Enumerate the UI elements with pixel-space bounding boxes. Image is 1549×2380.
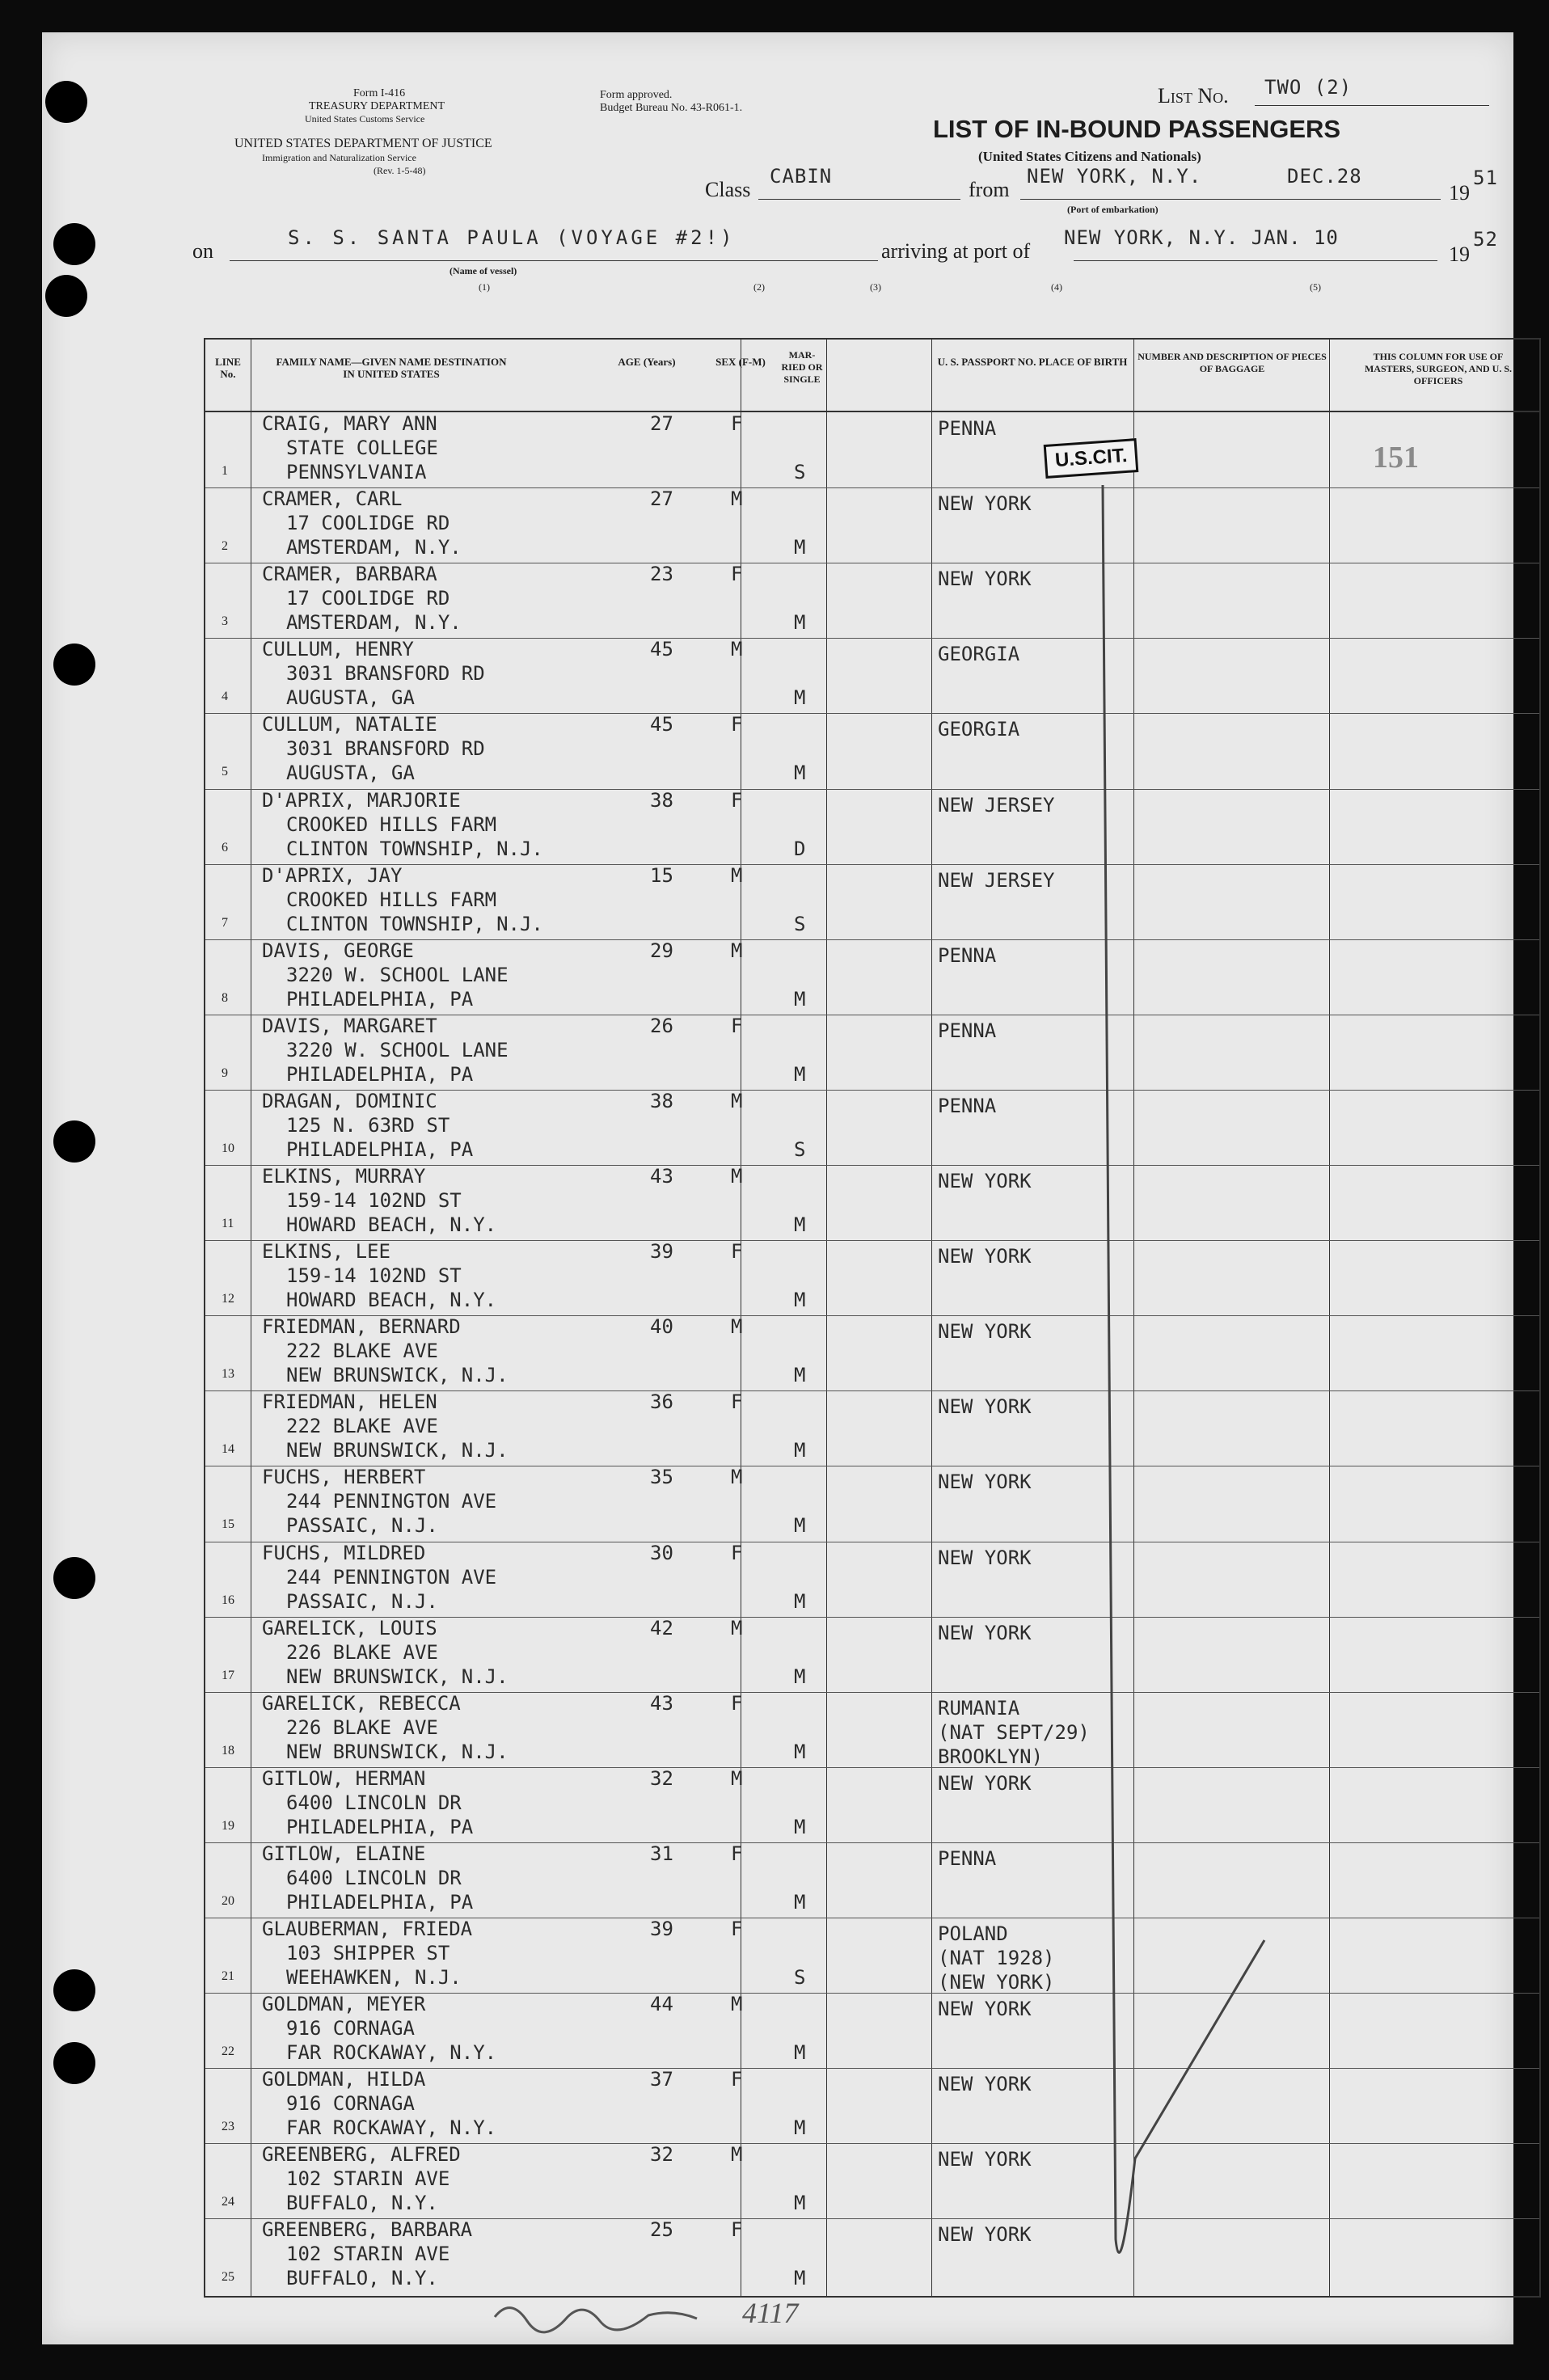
address-line-2: PASSAIC, N.J. <box>286 1589 438 1613</box>
sex: F <box>731 1691 743 1715</box>
marital-status: M <box>794 611 806 635</box>
address-line-1: CROOKED HILLS FARM <box>286 812 497 836</box>
age: 35 <box>650 1466 673 1489</box>
place-of-birth: NEW YORK <box>938 1998 1032 2021</box>
place-of-birth: NEW YORK <box>938 1170 1032 1192</box>
marital-status: M <box>794 1514 806 1538</box>
age: 45 <box>650 638 673 661</box>
place-of-birth: PENNA <box>938 1846 997 1870</box>
passenger-name: ELKINS, LEE <box>262 1240 390 1264</box>
address-line-1: 222 BLAKE AVE <box>286 1340 438 1363</box>
sex: F <box>731 2218 743 2242</box>
marital-status: S <box>794 1966 806 1989</box>
passenger-name: GREENBERG, ALFRED <box>262 2143 461 2167</box>
place-of-birth: PENNA <box>938 1019 997 1042</box>
line-number: 5 <box>222 765 228 779</box>
place-of-birth: BROOKLYN) <box>938 1745 1044 1768</box>
sex: F <box>731 1014 743 1037</box>
class-line <box>758 199 960 200</box>
line-number: 14 <box>222 1442 234 1457</box>
place-of-birth: PENNA <box>938 417 997 440</box>
from-line <box>1020 199 1441 200</box>
punch-hole <box>53 644 95 686</box>
address-line-2: AMSTERDAM, N.Y. <box>286 536 462 559</box>
sex: F <box>731 2068 743 2091</box>
place-of-birth: (NAT 1928) <box>938 1947 1055 1969</box>
class-value: CABIN <box>770 165 833 188</box>
address-line-2: AUGUSTA, GA <box>286 762 415 785</box>
address-line-2: NEW BRUNSWICK, N.J. <box>286 1439 509 1462</box>
justice-dept: UNITED STATES DEPARTMENT OF JUSTICE <box>234 137 492 150</box>
on-label: on <box>192 239 213 263</box>
place-of-birth: NEW YORK <box>938 1320 1032 1344</box>
from-date: DEC.28 <box>1287 165 1362 188</box>
age: 15 <box>650 863 673 887</box>
passenger-name: ELKINS, MURRAY <box>262 1165 426 1188</box>
address-line-1: 17 COOLIDGE RD <box>286 512 450 535</box>
year-from-value: 51 <box>1473 167 1498 189</box>
passenger-name: DAVIS, GEORGE <box>262 939 414 962</box>
list-no-label: List No. <box>1158 84 1229 108</box>
signature <box>479 2293 737 2341</box>
line-number: 18 <box>222 1743 234 1758</box>
line-number: 11 <box>222 1217 234 1230</box>
age: 26 <box>650 1014 673 1037</box>
line-number: 3 <box>222 614 228 629</box>
marital-status: S <box>794 461 806 483</box>
line-number: 8 <box>222 990 228 1005</box>
place-of-birth: NEW JERSEY <box>938 868 1055 892</box>
passenger-name: D'APRIX, MARJORIE <box>262 788 461 812</box>
address-line-1: 125 N. 63RD ST <box>286 1113 450 1137</box>
age: 36 <box>650 1390 673 1414</box>
address-line-2: WEEHAWKEN, N.J. <box>286 1966 462 1989</box>
from-value: NEW YORK, N.Y. <box>1027 165 1202 188</box>
sex: M <box>731 863 743 887</box>
ins-service: Immigration and Naturalization Service <box>262 152 416 163</box>
line-number: 19 <box>222 1818 234 1833</box>
address-line-2: HOWARD BEACH, N.Y. <box>286 1213 497 1236</box>
list-title: LIST OF IN-BOUND PASSENGERS <box>933 115 1341 143</box>
address-line-1: CROOKED HILLS FARM <box>286 888 497 911</box>
punch-hole <box>45 275 87 317</box>
place-of-birth: (NEW YORK) <box>938 1971 1055 1994</box>
marital-status: M <box>794 1589 806 1613</box>
place-of-birth: NEW YORK <box>938 1771 1032 1795</box>
header-line-no: LINE No. <box>215 356 241 380</box>
colnum-3: (3) <box>870 281 881 293</box>
line-number: 15 <box>222 1517 234 1532</box>
address-line-1: 103 SHIPPER ST <box>286 1942 450 1964</box>
age: 40 <box>650 1315 673 1339</box>
address-line-2: AUGUSTA, GA <box>286 686 415 710</box>
address-line-1: 916 CORNAGA <box>286 2017 415 2040</box>
line-number: 20 <box>222 1893 234 1908</box>
address-line-1: 244 PENNINGTON AVE <box>286 1490 497 1513</box>
list-subtitle: (United States Citizens and Nationals) <box>978 149 1201 164</box>
punch-hole <box>53 2042 95 2084</box>
place-of-birth: NEW YORK <box>938 568 1032 591</box>
address-line-1: 3220 W. SCHOOL LANE <box>286 963 509 986</box>
passenger-name: GOLDMAN, HILDA <box>262 2068 426 2091</box>
class-label: Class <box>705 178 751 201</box>
address-line-2: CLINTON TOWNSHIP, N.J. <box>286 912 543 935</box>
place-of-birth: NEW YORK <box>938 2148 1032 2171</box>
punch-hole <box>53 1120 95 1163</box>
sex: F <box>731 1390 743 1414</box>
address-line-1: 159-14 102ND ST <box>286 1189 462 1212</box>
arrival-line <box>1074 260 1437 261</box>
place-of-birth: GEORGIA <box>938 718 1020 741</box>
place-of-birth: GEORGIA <box>938 643 1020 666</box>
address-line-2: PHILADELPHIA, PA <box>286 1062 474 1086</box>
list-no-line <box>1255 105 1489 106</box>
header-birth: U. S. PASSPORT NO. PLACE OF BIRTH <box>937 356 1128 368</box>
line-number: 25 <box>222 2270 234 2285</box>
sex: M <box>731 1165 743 1188</box>
line-number: 21 <box>222 1969 234 1983</box>
vessel-name: S. S. SANTA PAULA (VOYAGE #2!) <box>288 226 736 249</box>
sex: F <box>731 1842 743 1865</box>
place-of-birth: (NAT SEPT/29) <box>938 1720 1090 1744</box>
passenger-name: GARELICK, REBECCA <box>262 1691 461 1715</box>
passenger-name: GARELICK, LOUIS <box>262 1616 437 1639</box>
punch-hole <box>45 81 87 123</box>
sex: M <box>731 1315 743 1339</box>
place-of-birth: RUMANIA <box>938 1696 1020 1720</box>
marital-status: M <box>794 1890 806 1914</box>
line-number: 1 <box>222 464 228 478</box>
punch-hole <box>53 1557 95 1599</box>
year-to-prefix: 19 <box>1449 243 1470 266</box>
passenger-name: CRAMER, BARBARA <box>262 563 437 586</box>
place-of-birth: NEW YORK <box>938 1621 1032 1644</box>
age: 45 <box>650 713 673 736</box>
header-baggage: NUMBER AND DESCRIPTION OF PIECES OF BAGGAGE <box>1137 351 1327 374</box>
passenger-table <box>204 338 1541 2298</box>
form-number: Form I-416 <box>353 87 406 99</box>
sex: M <box>731 638 743 661</box>
line-number: 10 <box>222 1141 234 1155</box>
place-of-birth: PENNA <box>938 943 997 967</box>
age: 30 <box>650 1541 673 1564</box>
vessel-label: (Name of vessel) <box>450 265 517 276</box>
header-married: MAR-RIED OR SINGLE <box>781 349 823 385</box>
address-line-2: FAR ROCKAWAY, N.Y. <box>286 2116 497 2140</box>
marital-status: M <box>794 1740 806 1763</box>
passenger-name: D'APRIX, JAY <box>262 863 403 887</box>
address-line-1: 102 STARIN AVE <box>286 2243 450 2266</box>
address-line-1: STATE COLLEGE <box>286 437 438 459</box>
place-of-birth: POLAND <box>938 1922 1008 1945</box>
age: 38 <box>650 1089 673 1112</box>
sex: M <box>731 1089 743 1112</box>
sex: M <box>731 1466 743 1489</box>
budget-bureau: Budget Bureau No. 43-R061-1. <box>600 102 743 114</box>
manifest-sheet <box>42 32 1513 2344</box>
marital-status: M <box>794 1439 806 1462</box>
passenger-name: GLAUBERMAN, FRIEDA <box>262 1918 473 1940</box>
year-from-prefix: 19 <box>1449 181 1470 205</box>
line-number: 4 <box>222 690 228 704</box>
age: 29 <box>650 939 673 962</box>
treasury-dept: TREASURY DEPARTMENT <box>309 100 445 112</box>
marital-status: M <box>794 2116 806 2140</box>
address-line-1: 3220 W. SCHOOL LANE <box>286 1038 509 1061</box>
age: 27 <box>650 412 673 435</box>
place-of-birth: NEW JERSEY <box>938 793 1055 817</box>
age: 23 <box>650 563 673 586</box>
address-line-2: PHILADELPHIA, PA <box>286 1137 474 1161</box>
address-line-1: 6400 LINCOLN DR <box>286 1866 462 1889</box>
marital-status: M <box>794 1213 806 1236</box>
sex: F <box>731 788 743 812</box>
header-officers: THIS COLUMN FOR USE OF MASTERS, SURGEON, AND U. S. OFFICERS <box>1364 351 1513 386</box>
place-of-birth: NEW YORK <box>938 1471 1032 1494</box>
age: 32 <box>650 1766 673 1790</box>
address-line-2: BUFFALO, N.Y. <box>286 2267 438 2290</box>
us-citizen-stamp: U.S.CIT. <box>1044 438 1139 479</box>
marital-status: M <box>794 1364 806 1387</box>
sex: F <box>731 1240 743 1264</box>
pen-marks <box>205 340 1539 2296</box>
form-revision: (Rev. 1-5-48) <box>374 165 426 176</box>
year-to-value: 52 <box>1473 228 1498 251</box>
marital-status: D <box>794 837 806 860</box>
line-number: 23 <box>222 2120 234 2134</box>
marital-status: M <box>794 987 806 1011</box>
address-line-1: 3031 BRANSFORD RD <box>286 737 485 761</box>
address-line-1: 159-14 102ND ST <box>286 1264 462 1288</box>
age: 39 <box>650 1240 673 1264</box>
passenger-name: GITLOW, ELAINE <box>262 1842 426 1865</box>
marital-status: M <box>794 536 806 559</box>
age: 38 <box>650 788 673 812</box>
line-number: 13 <box>222 1367 234 1382</box>
passenger-name: FRIEDMAN, HELEN <box>262 1390 437 1414</box>
sex: M <box>731 1616 743 1639</box>
age: 42 <box>650 1616 673 1639</box>
age: 44 <box>650 1993 673 2016</box>
passenger-name: FUCHS, HERBERT <box>262 1466 426 1489</box>
age: 43 <box>650 1165 673 1188</box>
address-line-2: CLINTON TOWNSHIP, N.J. <box>286 837 543 860</box>
passenger-name: DAVIS, MARGARET <box>262 1014 437 1037</box>
marital-status: M <box>794 2267 806 2290</box>
marital-status: S <box>794 1137 806 1161</box>
arrival-port: NEW YORK, N.Y. JAN. 10 <box>1064 226 1339 249</box>
marital-status: M <box>794 762 806 785</box>
colnum-5: (5) <box>1310 281 1321 293</box>
form-approved: Form approved. <box>600 89 673 101</box>
place-of-birth: PENNA <box>938 1094 997 1117</box>
passenger-name: FUCHS, MILDRED <box>262 1541 426 1564</box>
line-number: 12 <box>222 1292 234 1306</box>
age: 25 <box>650 2218 673 2242</box>
passenger-name: GREENBERG, BARBARA <box>262 2218 473 2242</box>
address-line-1: 226 BLAKE AVE <box>286 1640 438 1664</box>
colnum-2: (2) <box>753 281 765 293</box>
place-of-birth: NEW YORK <box>938 2223 1032 2247</box>
marital-status: M <box>794 1289 806 1312</box>
address-line-2: FAR ROCKAWAY, N.Y. <box>286 2041 497 2065</box>
passenger-name: CRAMER, CARL <box>262 487 403 511</box>
colnum-4: (4) <box>1051 281 1062 293</box>
address-line-2: PHILADELPHIA, PA <box>286 1815 474 1838</box>
punch-hole <box>53 223 95 265</box>
age: 32 <box>650 2143 673 2167</box>
marital-status: M <box>794 1665 806 1688</box>
header-sex: SEX (F-M) <box>715 356 766 368</box>
sex: M <box>731 1993 743 2016</box>
place-of-birth: NEW YORK <box>938 1395 1032 1419</box>
passenger-name: GOLDMAN, MEYER <box>262 1993 426 2016</box>
address-line-1: 226 BLAKE AVE <box>286 1715 438 1739</box>
embark-label: (Port of embarkation) <box>1067 204 1159 215</box>
customs-service: United States Customs Service <box>305 113 425 124</box>
line-number: 2 <box>222 539 228 554</box>
place-of-birth: NEW YORK <box>938 2073 1032 2096</box>
officer-number: 151 <box>1373 441 1419 475</box>
passenger-name: CRAIG, MARY ANN <box>262 412 437 435</box>
address-line-1: 916 CORNAGA <box>286 2092 415 2116</box>
place-of-birth: NEW YORK <box>938 492 1032 516</box>
address-line-1: 17 COOLIDGE RD <box>286 587 450 610</box>
age: 31 <box>650 1842 673 1865</box>
address-line-2: NEW BRUNSWICK, N.J. <box>286 1364 509 1387</box>
colnum-1: (1) <box>479 281 490 293</box>
sex: M <box>731 2143 743 2167</box>
sex: F <box>731 1541 743 1564</box>
header-name: FAMILY NAME—GIVEN NAME DESTINATION IN UNITED STATES <box>276 356 507 380</box>
marital-status: M <box>794 1062 806 1086</box>
sex: F <box>731 563 743 586</box>
line-number: 7 <box>222 915 228 930</box>
line-number: 9 <box>222 1066 228 1080</box>
address-line-1: 6400 LINCOLN DR <box>286 1791 462 1814</box>
place-of-birth: NEW YORK <box>938 1245 1032 1268</box>
marital-status: M <box>794 2192 806 2215</box>
sex: F <box>731 713 743 736</box>
age: 27 <box>650 487 673 511</box>
sex: M <box>731 939 743 962</box>
address-line-1: 222 BLAKE AVE <box>286 1415 438 1438</box>
vessel-line <box>230 260 878 261</box>
address-line-2: HOWARD BEACH, N.Y. <box>286 1289 497 1312</box>
age: 43 <box>650 1691 673 1715</box>
place-of-birth: NEW YORK <box>938 1546 1032 1569</box>
list-no-value: TWO (2) <box>1264 76 1353 99</box>
address-line-1: 244 PENNINGTON AVE <box>286 1565 497 1589</box>
passenger-name: DRAGAN, DOMINIC <box>262 1089 437 1112</box>
sex: F <box>731 1918 743 1940</box>
address-line-2: PASSAIC, N.J. <box>286 1514 438 1538</box>
address-line-2: NEW BRUNSWICK, N.J. <box>286 1665 509 1688</box>
age: 37 <box>650 2068 673 2091</box>
sex: F <box>731 412 743 435</box>
address-line-2: PHILADELPHIA, PA <box>286 987 474 1011</box>
line-number: 24 <box>222 2195 234 2209</box>
line-number: 6 <box>222 840 228 855</box>
header-age: AGE (Years) <box>618 356 676 368</box>
address-line-2: PENNSYLVANIA <box>286 461 427 483</box>
marital-status: S <box>794 912 806 935</box>
line-number: 22 <box>222 2045 234 2059</box>
sex: M <box>731 487 743 511</box>
marital-status: M <box>794 2041 806 2065</box>
footer-note: 4117 <box>742 2297 799 2329</box>
passenger-name: CULLUM, HENRY <box>262 638 414 661</box>
line-number: 17 <box>222 1668 234 1682</box>
passenger-name: CULLUM, NATALIE <box>262 713 437 736</box>
passenger-name: FRIEDMAN, BERNARD <box>262 1315 461 1339</box>
age: 39 <box>650 1918 673 1940</box>
sex: M <box>731 1766 743 1790</box>
punch-hole <box>53 1969 95 2011</box>
address-line-2: BUFFALO, N.Y. <box>286 2192 438 2215</box>
from-label: from <box>969 178 1010 201</box>
address-line-2: PHILADELPHIA, PA <box>286 1890 474 1914</box>
marital-status: M <box>794 686 806 710</box>
arriving-label: arriving at port of <box>881 239 1031 263</box>
passenger-name: GITLOW, HERMAN <box>262 1766 426 1790</box>
address-line-1: 3031 BRANSFORD RD <box>286 662 485 686</box>
address-line-2: AMSTERDAM, N.Y. <box>286 611 462 635</box>
address-line-1: 102 STARIN AVE <box>286 2167 450 2191</box>
marital-status: M <box>794 1815 806 1838</box>
line-number: 16 <box>222 1593 234 1607</box>
address-line-2: NEW BRUNSWICK, N.J. <box>286 1740 509 1763</box>
